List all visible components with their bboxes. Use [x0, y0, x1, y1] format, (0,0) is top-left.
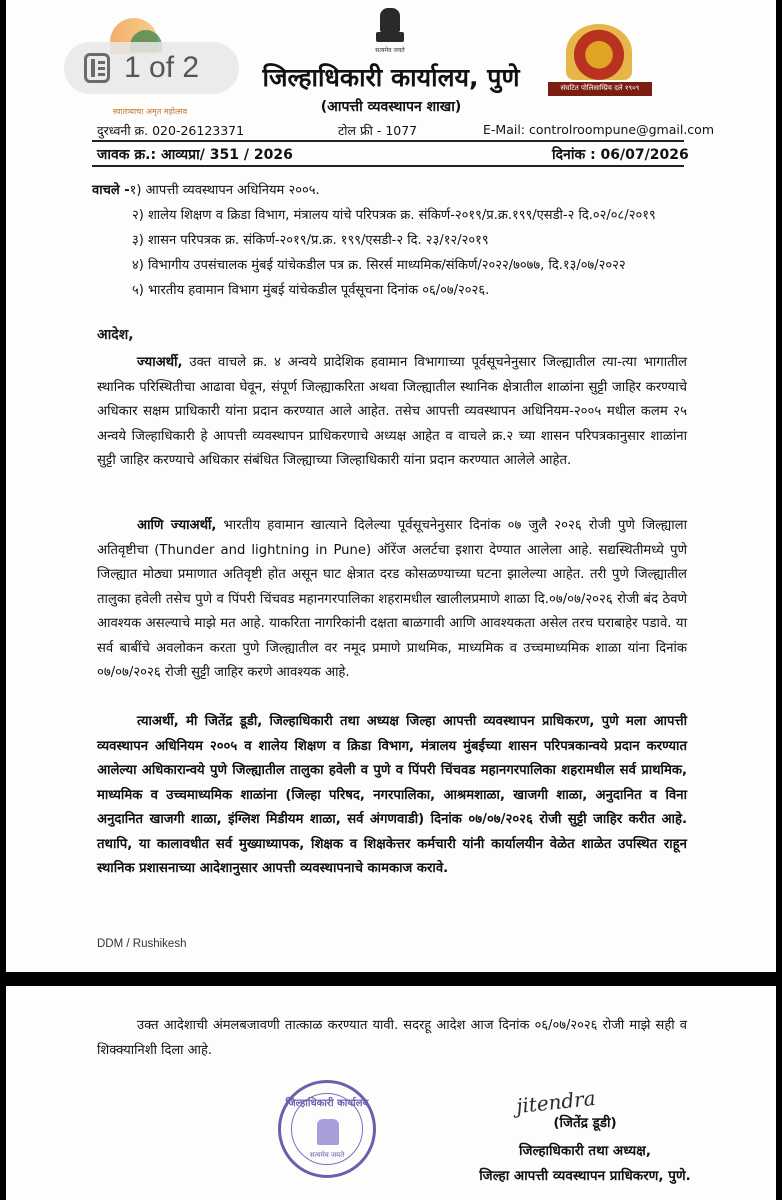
paragraph-lead: ज्याअर्थी, — [137, 355, 183, 370]
paragraph-text: उक्त वाचले क्र. ४ अन्वये प्रादेशिक हवामान विभागाच्या पूर्वसूचनेनुसार जिल्ह्यातील त्या-त्या भागातील स्थानिक परिस्थितीचा आढावा घेवून, संपूर्ण जिल्ह्याकरिता अथवा जिल्ह्यातील स्थानिक क्षेत्रातील शाळांना सुट्टी जाहिर करण्याचे अधिकार सक्षम प्राधिकारी यांना प्रदान करण्यात आले आहेत. तसेच आपत्ती व्यवस्थापन अधिनियम-२००५ मधील कलम २५ अन्वये जिल्हाधिकारी हे आपत्ती व्यवस्थापन प्राधिकरणाचे अध्यक्ष आहेत व वाचले क्र.२ च्या शासन परिपत्रकानुसार शाळांना सुट्टी जाहिर करण्याचे अधिकार संबंधित जिल्ह्याच्या जिल्हाधिकारी यांना प्रदान करण्यात आलेले आहेत. — [97, 355, 687, 468]
reference-item: ५) भारतीय हवामान विभाग मुंबई यांचेकडील पूर्वसूचना दिनांक ०६/०७/२०२६. — [132, 283, 490, 298]
left-logo-caption: स्वातंत्र्याचा अमृत महोत्सव — [112, 107, 188, 116]
signatory-authority: जिल्हा आपत्ती व्यवस्थापन प्राधिकरण, पुणे. — [479, 1168, 691, 1184]
email-address: E-Mail: controlroompune@gmail.com — [483, 122, 715, 137]
order-paragraph-1 — [97, 351, 687, 474]
office-seal-stamp — [278, 1080, 376, 1178]
paragraph-text: भारतीय हवामान खात्याने दिलेल्या पूर्वसूचनेनुसार दिनांक ०७ जुलै २०२६ रोजी पुणे जिल्ह्याला अतिवृष्टीचा (Thunder and lightning in Pune) ऑरेंज अलर्टचा इशारा देण्यात आलेला आहे. सद्यस्थितीमध्ये पुणे जिल्ह्यात मोठ्या प्रमाणात अतिवृष्टी होत असून घाट क्षेत्रात दरड कोसळण्याच्या घटना झालेल्या आहेत. तरी पुणे जिल्ह्यातील तालुका हवेली तसेच पुणे व पिंपरी चिंचवड महानगरपालिका शहरामधील खालीलप्रमाणे शाळा दि.०७/०७/२०२६ रोजी बंद ठेवणे आवश्यक असल्याचे माझे मत आहे. याकरिता नागरिकांनी दक्षता बाळगावी आणि आवश्यकता असेल तरच घराबाहेर पडावे. या सर्व बाबींचे अवलोकन करता पुणे जिल्ह्यातील वर नमूद प्रमाणे प्राथमिक, माध्यमिक व उच्चमाध्यमिक शाळा यांना दिनांक ०७/०७/२०२६ रोजी सुट्टी जाहिर करणे आवश्यक आहे. — [97, 518, 687, 680]
outward-number: जावक क्र.: आव्यप्रा/ 351 / 2026 — [97, 147, 293, 163]
signatory-title: जिल्हाधिकारी तथा अध्यक्ष, — [519, 1143, 651, 1159]
phone-number: दुरध्वनी क्र. 020-26123371 — [97, 123, 245, 138]
office-title: जिल्हाधिकारी कार्यालय, पुणे — [262, 63, 520, 92]
stamp-text: जिल्हाधिकारी कार्यालय — [285, 1098, 369, 1109]
references-label: वाचले - — [92, 183, 130, 198]
paragraph-lead: आणि ज्याअर्थी, — [137, 518, 217, 533]
reference-divider — [92, 165, 684, 167]
national-emblem-icon — [372, 8, 408, 58]
letter-date: दिनांक : 06/07/2026 — [552, 147, 689, 163]
order-paragraph-2 — [97, 514, 687, 686]
implementation-paragraph: उक्त आदेशाची अंमलबजावणी तात्काळ करण्यात यावी. सदरहू आदेश आज दिनांक ०६/०७/२०२६ रोजी माझे सही व शिक्क्यानिशी दिला आहे. — [97, 1018, 687, 1058]
reference-item: २) शालेय शिक्षण व क्रिडा विभाग, मंत्रालय यांचे परिपत्रक क्र. संकिर्ण-२०१९/प्र.क्र.१९९/एसडी-२ दि.०२/०८/२०१९ — [132, 208, 656, 223]
emblem-motto: सत्यमेव जयते — [375, 47, 405, 54]
reference-item: ४) विभागीय उपसंचालक मुंबई यांचेकडील पत्र क्र. सिरर्स माध्यमिक/संकिर्ण/२०२२/७०७७, दि.१३/०७/२०२२ — [132, 258, 626, 273]
reference-item: १) आपत्ती व्यवस्थापन अधिनियम २००५. — [129, 183, 320, 198]
handwritten-signature: jitendra — [514, 1085, 597, 1119]
right-logo-label: संघटित पोलिसाम्प्रिय दले १९०९ — [560, 84, 640, 92]
order-paragraph-3: त्याअर्थी, मी जितेंद्र डूडी, जिल्हाधिकारी तथा अध्यक्ष जिल्हा आपत्ती व्यवस्थापन प्राधिकरण, पुणे मला आपत्ती व्यवस्थापन अधिनियम २००५ व शालेय शिक्षण व क्रिडा विभाग, मंत्रालय मुंबईच्या शासन परिपत्रकान्वये प्रदान करण्यात आलेल्या अधिकारान्वये पुणे जिल्ह्यातील तालुका हवेली व पुणे व पिंपरी चिंचवड महानगरपालिका शहरामधील सर्व प्राथमिक, माध्यमिक व उच्चमाध्यमिक शाळांना (जिल्हा परिषद, नगरपालिका, आश्रमशाळा, खाजगी शाळा, अनुदानित व विना अनुदानित खाजगी शाळा, इंग्लिश मिडीयम शाळा, सर्व अंगणवाडी) दिनांक ०७/०७/२०२६ रोजी सुट्टी जाहिर करीत आहे. तथापि, या कालावधीत सर्व मुख्याध्यापक, शिक्षक व शिक्षकेत्तर कर्मचारी यांनी कार्यालयीन वेळेत शाळेत उपस्थित राहून स्थानिक प्रशासनाच्या आदेशानुसार आपत्ती व्यवस्थापनाचे कामकाज करावे. — [97, 714, 687, 876]
order-heading: आदेश, — [97, 327, 134, 343]
header-divider — [92, 140, 684, 142]
toll-free-number: टोल फ्री - 1077 — [338, 123, 418, 138]
branch-subtitle: (आपत्ती व्यवस्थापन शाखा) — [320, 99, 462, 115]
stamp-motto: सत्यमेव जयते — [309, 1151, 345, 1159]
references-block — [92, 178, 692, 303]
signatory-name: (जितेंद्र डूडी) — [553, 1115, 617, 1131]
page-indicator-text: 1 of 2 — [124, 51, 200, 84]
dispatch-reference: DDM / Rushikesh — [97, 938, 187, 950]
reference-item: ३) शासन परिपत्रक क्र. संकिर्ण-२०१९/प्र.क्र. १९९/एसडी-२ दि. २३/१२/२०१९ — [132, 233, 489, 248]
